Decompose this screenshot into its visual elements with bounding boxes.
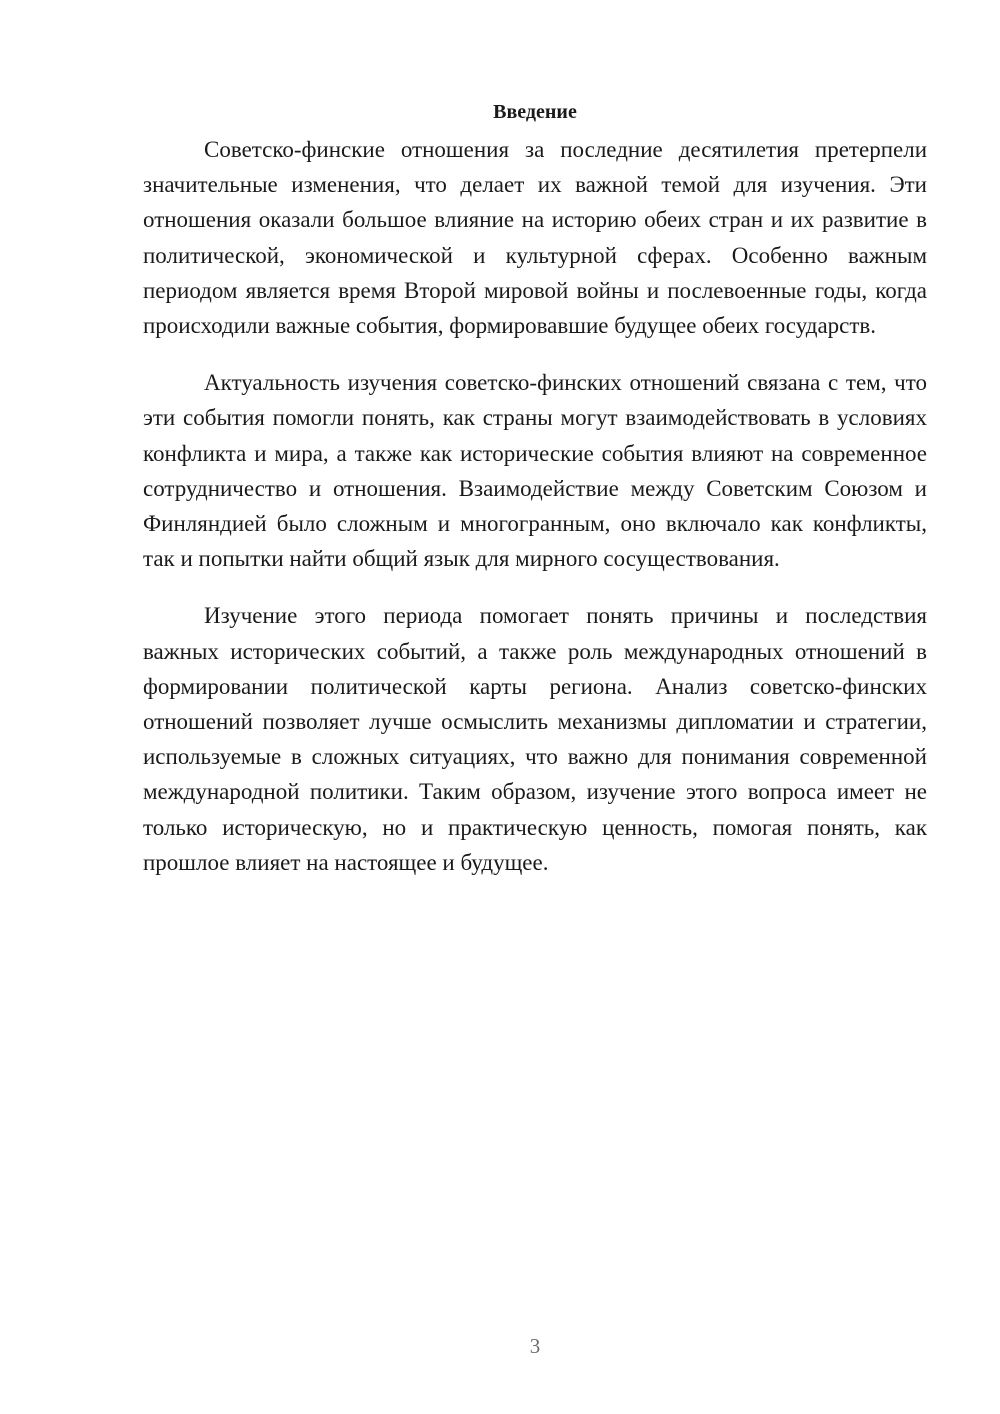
page-content	[143, 96, 927, 902]
page-number: 3	[529, 1334, 541, 1358]
paragraph-3: Изучение этого периода помогает понять причины и последствия важных исторических событий, а также роль международных отношений в формировании политической карты региона. Анализ советско-финских отношений позволяет лучше осмыслить механизмы дипломатии и стратегии, используемые в сложных ситуациях, что важно для понимания современной международной политики. Таким образом, изучение этого вопроса имеет не только историческую, но и практическую ценность, помогая понять, как прошлое влияет на настоящее и будущее.	[143, 603, 927, 875]
paragraph-1: Советско-финские отношения за последние десятилетия претерпели значительные изменения, что делает их важной темой для изучения. Эти отношения оказали большое влияние на историю обеих стран и их развитие в политической, экономической и культурной сферах. Особенно важным периодом является время Второй мировой войны и послевоенные годы, когда происходили важные события, формировавшие будущее обеих государств.	[143, 137, 927, 339]
paragraph-2: Актуальность изучения советско-финских отношений связана с тем, что эти события помогли понять, как страны могут взаимодействовать в условиях конфликта и мира, а также как исторические события влияют на современное сотрудничество и отношения. Взаимодействие между Советским Союзом и Финляндией было сложным и многогранным, оно включало как конфликты, так и попытки найти общий язык для мирного сосуществования.	[143, 370, 927, 572]
section-title: Введение	[493, 101, 577, 123]
